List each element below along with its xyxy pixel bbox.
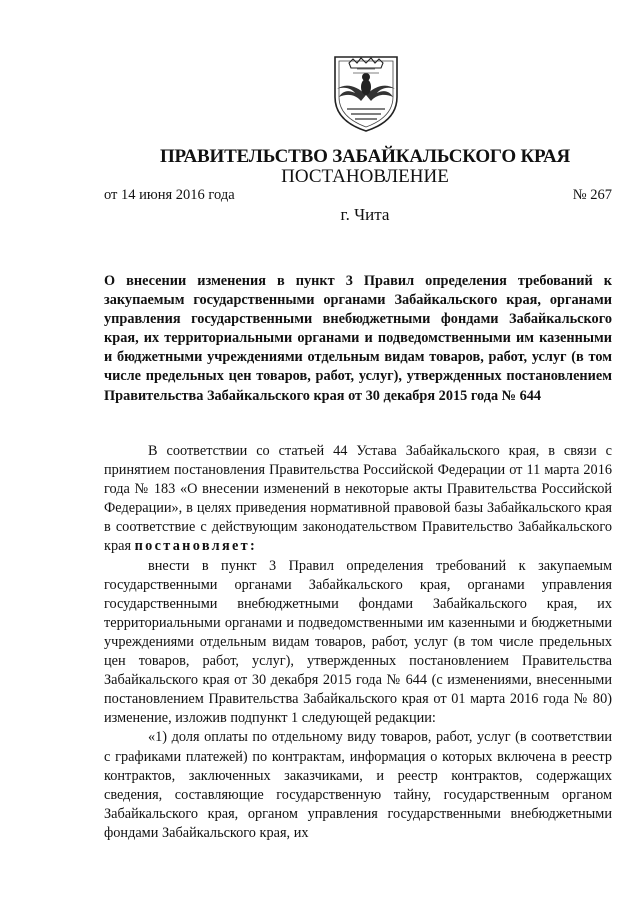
document-date: от 14 июня 2016 года — [104, 187, 235, 203]
coat-of-arms-icon — [323, 51, 409, 135]
preamble-paragraph — [104, 442, 612, 557]
document-body — [104, 442, 612, 843]
subclause-paragraph: «1) доля оплаты по отдельному виду товаров, работ, услуг (в соответствии с графиками платежей) по контрактам, информация о которых включена в реестр контрактов, заключенных заказчиками, и реестр контрактов, содержащих сведения, составляющие государственную тайну, государственным органом Забайкальского края, органом управления государственными внебюджетными фондами Забайкальского края, их — [104, 729, 612, 841]
document-number: № 267 — [572, 187, 612, 203]
decree-word: постановляет — [134, 538, 250, 555]
government-title: ПРАВИТЕЛЬСТВО ЗАБАЙКАЛЬСКОГО КРАЯ — [159, 146, 571, 167]
decree-colon: : — [249, 538, 258, 555]
preamble-text: В соответствии со статьей 44 Устава Забайкальского края, в связи с принятием постановления Правительства Российской Федерации от 11 марта 2016 года № 183 «О внесении изменений в некоторые акты Правительства Российской Федерации», в целях приведения нормативной правовой базы Забайкальского края в соответствие с действующим законодательством Правительство Забайкальского края — [104, 443, 612, 555]
document-subject: О внесении изменения в пункт 3 Правил определения требований к закупаемым государственными органами Забайкальского края, органами управления государственными внебюджетными фондами Забайкальского края, их территориальными органами и подведомственными им казенными и бюджетными учреждениями отдельным видам товаров, работ, услуг (в том числе предельных цен товаров, работ, услуг), утвержденных постановлением Правительства Забайкальского края от 30 декабря 2015 года № 644 — [104, 273, 612, 404]
amendment-paragraph: внести в пункт 3 Правил определения требований к закупаемым государственными органами Забайкальского края, органами управления государственными внебюджетными фондами Забайкальского края, их территориальными органами и подведомственными им казенными и бюджетными учреждениями отдельным видам товаров, работ, услуг (в том числе предельных цен товаров, работ, услуг), утвержденных постановлением Правительства Забайкальского края от 30 декабря 2015 года № 644 (с изменениями, внесенными постановлением Правительства Забайкальского края от 01 марта 2016 года № 80) изменение, изложив подпункт 1 следующей редакции: — [104, 557, 612, 727]
document-city: г. Чита — [340, 205, 390, 224]
document-type: ПОСТАНОВЛЕНИЕ — [281, 166, 449, 187]
